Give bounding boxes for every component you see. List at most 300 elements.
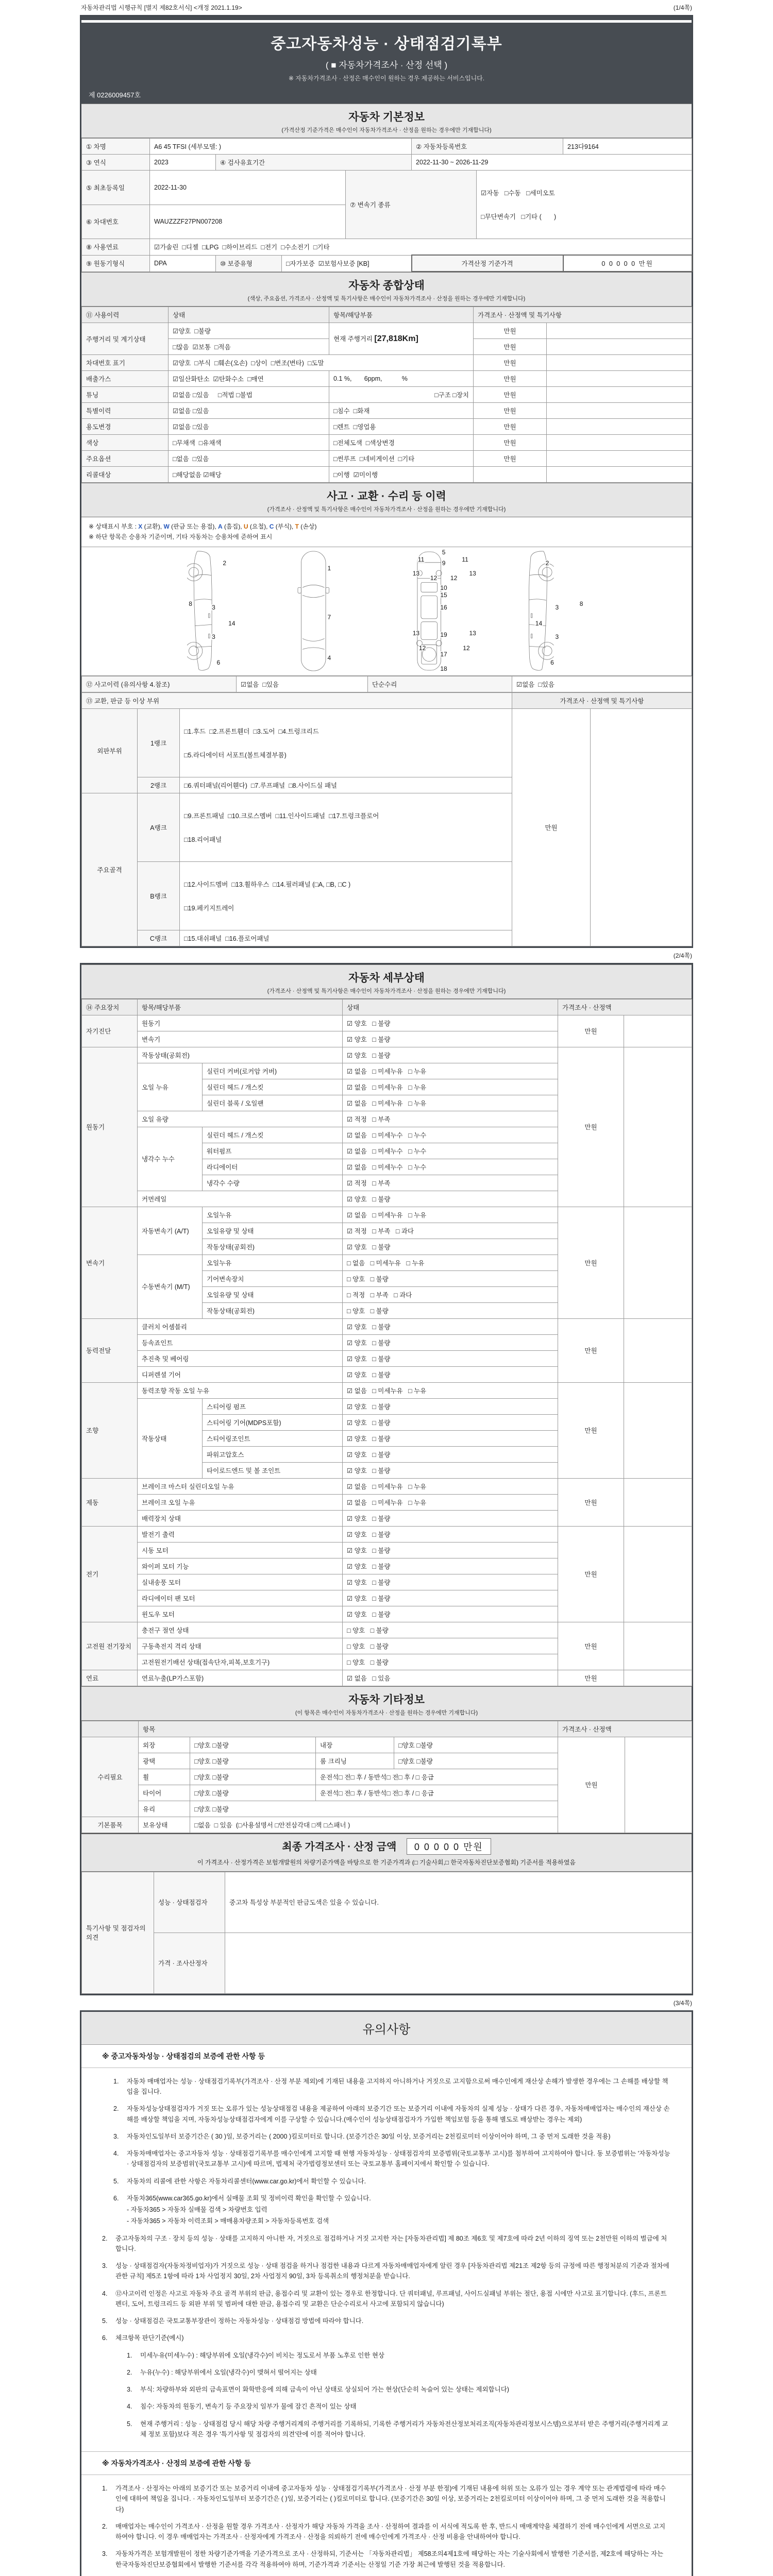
item-number: 5. bbox=[127, 2420, 132, 2428]
item: 시동 모터 bbox=[138, 1542, 343, 1558]
item-text: 자동차인도일부터 보증기간은 ( 30 )일, 보증거리는 ( 2000 )킬로미터로 합니다. (보증기간은 30일 이상, 보증거리는 2천킬로미터 이상이어야 하며, 그 중 먼저 도래한 것을 적용) bbox=[127, 2132, 611, 2140]
base-price-label: 가격산정 기준가격 bbox=[412, 255, 563, 272]
item-text: 침수: 자동차의 원동기, 변속기 등 주요장치 일부가 물에 잠긴 흔적이 있는 상태 bbox=[140, 2403, 357, 2411]
item: 원동기 bbox=[138, 1015, 343, 1031]
criteria-item bbox=[127, 2384, 671, 2395]
notice-item bbox=[102, 2521, 671, 2543]
row-label: 리콜대상 bbox=[82, 467, 169, 483]
rank1-items-line2: □5.라디에이터 서포트(볼트체결부품) bbox=[184, 751, 287, 759]
notice-warranty-list bbox=[113, 2076, 671, 2227]
state: ☑ 양호 □ 불량 bbox=[343, 1446, 558, 1462]
item-number: 4. bbox=[127, 2403, 132, 2411]
note bbox=[625, 1737, 692, 1833]
subgroup-at: 자동변속기 (A/T) bbox=[138, 1207, 203, 1255]
item: 동력조향 작동 오일 누유 bbox=[138, 1382, 343, 1398]
subgroup-mt: 수동변속기 (M/T) bbox=[138, 1255, 203, 1318]
subgroup-operation: 작동상태 bbox=[138, 1398, 203, 1478]
warranty-options: □자가보증 ☑보험사보증 [KB] bbox=[282, 255, 412, 272]
section-accident-subtitle: (가격조사 · 산정액 및 특기사항은 매수인이 자동차가격조사 · 산정을 원하는 경우에만 기재합니다) bbox=[267, 506, 506, 513]
section-detail-subtitle: (가격조사 · 산정액 및 특기사항은 매수인이 자동차가격조사 · 산정을 원하는 경우에만 기재합니다) bbox=[267, 988, 506, 994]
state: ☑ 양호 □ 불량 bbox=[343, 1350, 558, 1366]
row-note bbox=[547, 355, 692, 371]
car365-path-1: - 자동차365 > 자동차 실매물 검색 > 차량번호 입력 bbox=[127, 2206, 267, 2214]
accident-history-state: ☑없음 □있음 bbox=[237, 676, 368, 692]
title-banner bbox=[81, 23, 692, 88]
code-x-text: (교환), bbox=[142, 523, 164, 530]
row-state: ☑없음 □있음 bbox=[169, 403, 329, 419]
overall-row-options bbox=[82, 451, 692, 467]
item: 파워고압호스 bbox=[203, 1446, 343, 1462]
panel-number: 6 bbox=[216, 659, 221, 667]
state: ☑ 양호 □ 불량 bbox=[343, 1430, 558, 1446]
group-highvoltage: 고전원 전기장치 bbox=[82, 1622, 138, 1670]
item: 연료누출(LP가스포함) bbox=[138, 1670, 343, 1686]
panel-number: 12 bbox=[450, 574, 458, 582]
final-price-band bbox=[81, 1833, 692, 1872]
subgroup-coolant-leak: 냉각수 누수 bbox=[138, 1127, 203, 1191]
item: 추진축 및 베어링 bbox=[138, 1350, 343, 1366]
item-text: 성능 · 상태점검은 국토교통부장관이 정하는 자동차성능 · 상태점검 방법에 따라야 합니다. bbox=[115, 2317, 364, 2325]
state: ☑ 없음 □ 미세누유 □ 누유 bbox=[343, 1494, 558, 1510]
notice-item bbox=[113, 2193, 671, 2227]
overall-state-table bbox=[81, 307, 692, 483]
item-text: 자동차성능상태점검자가 거짓 또는 오류가 있는 성능상태점검 내용을 제공하여 아래의 보증기간 또는 보증거리 이내에 자동차의 실제 성능 · 상태가 다른 경우, 자동차매매업자는 매수인의 재산상 손해를 배상할 책임을 지며, 자동차성능상태점검자에게 이를 구상할 수 있습니다.(매수인이 성능상태점검자가 가입한 책임보험 등을 통해 별도로 배상받는 경우는 제외) bbox=[127, 2105, 670, 2123]
section-other-subtitle: (이 항목은 매수인이 자동차가격조사 · 산정을 원하는 경우에만 기재합니다) bbox=[295, 1709, 478, 1716]
panel-number: 11 bbox=[462, 556, 468, 564]
transmission-options-line1: ☑자동 □수동 □세미오토 bbox=[481, 190, 555, 197]
rankC-label: C랭크 bbox=[138, 930, 180, 946]
state: ☑ 없음 □ 있음 bbox=[343, 1670, 558, 1686]
row-item: □썬루프 □네비게이션 □기타 bbox=[329, 451, 474, 467]
form-reference: 자동차관리법 시행규칙 [별지 제82호서식] <개정 2021.1.19> bbox=[81, 4, 242, 11]
note bbox=[624, 1478, 692, 1526]
state: □양호 □불량 bbox=[394, 1737, 558, 1753]
price: 만원 bbox=[558, 1622, 624, 1670]
row-state: □없음 □있음 bbox=[169, 451, 329, 467]
price: 만원 bbox=[558, 1207, 624, 1318]
panel-number: 10 bbox=[440, 584, 447, 592]
state: ☑ 적정 □ 부족 bbox=[343, 1175, 558, 1191]
state: ☑ 양호 □ 불량 bbox=[343, 1334, 558, 1350]
item: 유리 bbox=[139, 1801, 190, 1817]
accident-notes bbox=[81, 517, 692, 547]
note bbox=[624, 1526, 692, 1622]
item: 실린더 커버(로커암 커버) bbox=[203, 1063, 343, 1079]
state: ☑ 양호 □ 불량 bbox=[343, 1318, 558, 1334]
item-number: 2. bbox=[102, 2234, 108, 2242]
item: 워터펌프 bbox=[203, 1143, 343, 1159]
transmission-options-line2: □무단변속기 □기타 ( ) bbox=[481, 213, 557, 221]
notice-item bbox=[113, 2148, 671, 2170]
rank1-items bbox=[180, 708, 512, 777]
rankA-items-line1: □9.프론트패널 □10.크로스멤버 □11.인사이드패널 □17.트렁크플로어 bbox=[184, 812, 379, 820]
rankB-items-line2: □19.페키지트레이 bbox=[184, 904, 234, 912]
detail-col-item: 항목/해당부품 bbox=[138, 999, 343, 1015]
row-item: □구조 □장치 bbox=[329, 387, 474, 403]
item-text: 가격조사 · 산정자는 아래의 보증기간 또는 보증거리 이내에 중고자동차 성능 · 상태점검기록부(가격조사 · 산정 부분 한정)에 기재된 내용에 허위 또는 오류가 있는 경우 계약 또는 관계법령에 따라 매수인에 대하여 책임을 집니다. · 자동차인도일부터 보증기간은 ( )일, 보증거리는 ( )킬로미터로 합니다. (보증기간은 30일 이상, 보증거리는 2천킬로미터 이상이어야 하며, 그 중 먼저 도래한 것을 적용합니다) bbox=[115, 2485, 666, 2513]
rank1-label: 1랭크 bbox=[138, 708, 180, 777]
row-label: 색상 bbox=[82, 435, 169, 451]
panel-number: 2 bbox=[545, 560, 549, 567]
final-price-note: 이 가격조사 · 산정가격은 보험개발원의 차량기준가액을 바탕으로 한 기준가격과 (□ 기술사회,□ 한국자동차진단보증협회) 기준서를 적용하였음 bbox=[197, 1858, 576, 1866]
item-number: 6. bbox=[102, 2334, 108, 2342]
row-item: □이행 ☑미이행 bbox=[329, 467, 474, 483]
item-number: 2. bbox=[113, 2105, 119, 2113]
item: 브레이크 마스터 실린더오일 누유 bbox=[138, 1478, 343, 1494]
group-fuel: 연료 bbox=[82, 1670, 138, 1686]
notice-sec1-header: ※ 중고자동차성능 · 상태점검의 보증에 관한 사항 등 bbox=[81, 2045, 692, 2068]
exchange-note bbox=[591, 708, 692, 946]
item-text: 자동차의 리콜에 관한 사항은 자동차리콜센터(www.car.go.kr)에서 확인할 수 있습니다. bbox=[127, 2177, 366, 2185]
item: 외장 bbox=[139, 1737, 190, 1753]
row-note bbox=[547, 419, 692, 435]
state: □양호 □불량 bbox=[190, 1785, 316, 1801]
state: □ 양호 □ 불량 bbox=[343, 1270, 558, 1286]
item-number: 3. bbox=[102, 2262, 108, 2270]
item: 와이퍼 모터 기능 bbox=[138, 1558, 343, 1574]
transmission-label: ⑦ 변속기 종류 bbox=[346, 171, 477, 239]
form-reference-row bbox=[80, 2, 693, 15]
state: ☑ 없음 □ 미세누수 □ 누수 bbox=[343, 1143, 558, 1159]
row-item: □침수 □화재 bbox=[329, 403, 474, 419]
page-marker-1: (1/4쪽) bbox=[673, 4, 692, 11]
outer-panel-label: 외판부위 bbox=[82, 708, 138, 793]
state: ☑ 양호 □ 불량 bbox=[343, 1526, 558, 1542]
item: 오일유량 및 상태 bbox=[203, 1286, 343, 1302]
item-text: 자동차매매업자는 중고자동차 성능 · 상태점검기록부를 매수인에게 고지할 때 현행 자동차성능 · 상태점검자의 보증범위(국토교통부 고시)를 첨부하여 고지하여야 합니다. 동 보증범위는 '자동차성능 · 상태점검자의 보증범위'(국토교통부 고시)에 따르며, 법제처 국가법령정보센터 또는 국토교통부 홈페이지에서 확인할 수 있습니다. bbox=[127, 2150, 670, 2168]
row-state: ☑없음 □있음 bbox=[169, 419, 329, 435]
state: ☑ 없음 □ 미세누유 □ 누유 bbox=[343, 1478, 558, 1494]
notice-item bbox=[102, 2261, 671, 2282]
car-view-top bbox=[297, 550, 365, 672]
state: ☑ 양호 □ 불량 bbox=[343, 1462, 558, 1478]
rankC-items: □15.대쉬패널 □16.플로어패널 bbox=[180, 930, 512, 946]
item-number: 2. bbox=[102, 2522, 108, 2530]
row-label: 배출가스 bbox=[82, 371, 169, 387]
base-price-value: 0 0 0 0 0 만원 bbox=[563, 255, 692, 272]
item-text: 현재 주행거리 : 성능 · 상태점검 당시 해당 차량 주행거리계의 주행거리를 기록하되, 기록한 주행거리가 자동차전산정보처리조직(자동차관리정보시스템)으로부터 받은 주행거리(주행거리계 교체 정보 포함)보다 적은 경우 '특기사항 및 점검자의 의견'란에 이를 적어야 합니다. bbox=[140, 2420, 668, 2438]
detail-col-price: 가격조사 · 산정액 bbox=[558, 999, 692, 1015]
criteria-item bbox=[127, 2401, 671, 2412]
state: ☑ 양호 □ 불량 bbox=[343, 1239, 558, 1255]
item: 실린더 헤드 / 개스킷 bbox=[203, 1079, 343, 1095]
code-w: W bbox=[163, 523, 170, 530]
notice-item bbox=[102, 2316, 671, 2326]
row-note bbox=[547, 467, 692, 483]
group-transmission: 변속기 bbox=[82, 1207, 138, 1318]
price: 만원 bbox=[558, 1382, 624, 1478]
section-basic-header bbox=[81, 104, 692, 138]
code-u-text: (요철), bbox=[248, 523, 270, 530]
state: □양호 □불량 bbox=[190, 1753, 316, 1769]
item-text: 자동차가격은 보험개발원이 정한 차량기준가액을 기준가격으로 조사 · 산정하되, 기준서는 「자동차관리법」 제58조의4제1호에 해당하는 자는 기술사회에서 발행한 기준서를, 제2호에 해당하는 자는 한국자동차진단보증협회에서 발행한 기준서를 각각 적용하여야 하며, 기준가격과 기준서는 산정일 기준 가장 최근에 발행된 것을 적용합니다. bbox=[115, 2550, 664, 2568]
item-number: 1. bbox=[102, 2485, 108, 2493]
item: 실내송풍 모터 bbox=[138, 1574, 343, 1590]
detail-col-device: ⑭ 주요장치 bbox=[82, 999, 138, 1015]
state: ☑ 양호 □ 불량 bbox=[343, 1366, 558, 1382]
notice-item bbox=[102, 2289, 671, 2310]
row-state: ☑양호 □부식 □훼손(오손) □상이 □변조(변타) □도말 bbox=[169, 355, 474, 371]
section-accident-title: 사고 · 교환 · 수리 등 이력 bbox=[327, 490, 446, 502]
panel-number: 4 bbox=[327, 654, 331, 662]
item: 고전원전기배선 상태(접속단자,피복,보호기구) bbox=[138, 1654, 343, 1670]
simple-repair-state: ☑없음 □있음 bbox=[512, 676, 692, 692]
state: ☑ 없음 □ 미세누수 □ 누수 bbox=[343, 1127, 558, 1143]
notice-sec2-header: ※ 자동차가격조사 · 산정의 보증에 관한 사항 등 bbox=[81, 2451, 692, 2475]
row-item: □전체도색 □색상변경 bbox=[329, 435, 474, 451]
mileage-price-1: 만원 bbox=[474, 323, 547, 339]
row-price: 만원 bbox=[474, 435, 547, 451]
document-sheet bbox=[80, 0, 693, 2576]
notice-sec2-body bbox=[81, 2475, 692, 2576]
panel-number: 14 bbox=[535, 620, 543, 628]
row-price: 만원 bbox=[474, 419, 547, 435]
row-note bbox=[547, 435, 692, 451]
item-text: 매매업자는 매수인이 가격조사 · 산정을 원할 경우 가격조사 · 산정자가 해당 자동차 가격을 조사 · 산정하여 결과를 이 서식에 적도록 한 후, 반드시 매매계약을 체결하기 전에 매수인에게 서면으로 고지하여야 합니다. 이 경우 매매업자는 가격조사 · 산정자에게 가격조사 · 산정을 의뢰하기 전에 매수인에게 가격조사 · 산정 비용을 안내하여야 합니다. bbox=[115, 2522, 666, 2541]
exchange-section-label: ⑬ 교환, 판금 등 이상 부위 bbox=[82, 692, 512, 708]
state: ☑ 없음 □ 미세누유 □ 누유 bbox=[343, 1079, 558, 1095]
row-price bbox=[474, 467, 547, 483]
overall-row-vin bbox=[82, 355, 692, 371]
section-overall-subtitle: (색상, 주요옵션, 가격조사 · 산정액 및 특기사항은 매수인이 자동차가격조사 · 산정을 원하는 경우에만 기재합니다) bbox=[247, 296, 526, 302]
engine-type-value: DPA bbox=[150, 255, 216, 272]
item: 오일유량 및 상태 bbox=[203, 1223, 343, 1239]
accident-history-table bbox=[81, 676, 692, 692]
item: 등속죠인트 bbox=[138, 1334, 343, 1350]
panel-number: 12 bbox=[430, 574, 438, 582]
row-price: 만원 bbox=[474, 371, 547, 387]
car-view-right-side bbox=[526, 550, 586, 672]
row-label: 주요옵션 bbox=[82, 451, 169, 467]
row-label: 차대번호 표기 bbox=[82, 355, 169, 371]
item-number: 6. bbox=[113, 2194, 119, 2202]
state: ☑ 적정 □ 부족 bbox=[343, 1111, 558, 1127]
warranty-label: ⑩ 보증유형 bbox=[216, 255, 282, 272]
appraiser-note bbox=[225, 1933, 692, 1993]
item-number: 3. bbox=[127, 2386, 132, 2394]
item: 충전구 절연 상태 bbox=[138, 1622, 343, 1638]
notice-appraisal-list bbox=[102, 2483, 671, 2576]
opinion-table bbox=[81, 1872, 692, 1994]
vin-label: ⑥ 차대번호 bbox=[82, 205, 150, 239]
overall-row-special bbox=[82, 403, 692, 419]
mileage-note-2 bbox=[547, 339, 692, 355]
banner-top-bar bbox=[81, 16, 692, 20]
code-u: U bbox=[243, 523, 248, 530]
section-other-title: 자동차 기타정보 bbox=[348, 1693, 425, 1706]
item-number: 2. bbox=[127, 2368, 132, 2376]
item: 브레이크 오일 누유 bbox=[138, 1494, 343, 1510]
accident-history-label: ⑫ 사고이력 (유의사항 4.참조) bbox=[82, 676, 237, 692]
panel-number: 3 bbox=[212, 604, 215, 612]
panel-number: 17 bbox=[440, 650, 447, 658]
price: 만원 bbox=[558, 1047, 624, 1207]
criteria-item bbox=[127, 2367, 671, 2378]
overall-col-state: 상태 bbox=[169, 307, 329, 323]
note bbox=[624, 1382, 692, 1478]
opinion-label: 특기사항 및 점검자의 의견 bbox=[82, 1872, 154, 1993]
price: 만원 bbox=[558, 1670, 624, 1686]
mileage-state-2: □많음 ☑보통 □적음 bbox=[169, 339, 329, 355]
appraiser-label: 가격 · 조사산정자 bbox=[154, 1933, 225, 1993]
item: 실린더 헤드 / 개스킷 bbox=[203, 1127, 343, 1143]
item: 작동상태(공회전) bbox=[203, 1239, 343, 1255]
criteria-item bbox=[127, 2350, 671, 2361]
page-marker-2: (2/4쪽) bbox=[673, 952, 692, 959]
reg-no-value: 213다9164 bbox=[563, 139, 692, 155]
section-other-header bbox=[81, 1686, 692, 1721]
panel-number: 13 bbox=[412, 569, 420, 577]
rankA-label: A랭크 bbox=[138, 793, 180, 861]
state: ☑ 양호 □ 불량 bbox=[343, 1015, 558, 1031]
item: 배력장치 상태 bbox=[138, 1510, 343, 1526]
item-text: 체크항목 판단기준(예시) bbox=[115, 2334, 184, 2342]
group-selfdiag: 자기진단 bbox=[82, 1015, 138, 1047]
item: 냉각수 수량 bbox=[203, 1175, 343, 1191]
inspector-note: 중고차 특성상 부분적인 판금도색은 있을 수 있습니다. bbox=[225, 1872, 692, 1933]
overall-col-usage: ⑪ 사용이력 bbox=[82, 307, 169, 323]
item: 작동상태(공회전) bbox=[138, 1047, 343, 1063]
mileage-value: [27,818Km] bbox=[374, 334, 418, 343]
notice-item bbox=[102, 2333, 671, 2343]
car-right-outline-graphic bbox=[526, 550, 554, 672]
group-powertrain: 동력전달 bbox=[82, 1318, 138, 1382]
item: 디퍼렌셜 기어 bbox=[138, 1366, 343, 1382]
tire-positions: 운전석□ 전□ 후 / 동반석□ 전□ 후 / □ 응급 bbox=[316, 1785, 558, 1801]
row-label: 용도변경 bbox=[82, 419, 169, 435]
section-detail-header bbox=[81, 964, 692, 999]
basic-info-table bbox=[81, 138, 693, 272]
section-detail-title: 자동차 세부상태 bbox=[348, 972, 425, 984]
state: □양호 □불량 bbox=[190, 1801, 558, 1817]
car365-path-2: - 자동차365 > 자동차 이력조회 > 매매용차량조회 > 자동차등록번호 검색 bbox=[127, 2217, 329, 2225]
item-number: 4. bbox=[113, 2150, 119, 2158]
row-item: □렌트 □영업용 bbox=[329, 419, 474, 435]
document-subtitle: ( ■ 자동차가격조사 · 산정 선택 ) bbox=[325, 60, 448, 70]
group-engine: 원동기 bbox=[82, 1047, 138, 1207]
item: 스티어링 기어(MDPS포함) bbox=[203, 1414, 343, 1430]
first-reg-label: ⑤ 최초등록일 bbox=[82, 171, 150, 205]
inspection-period-label: ④ 검사유효기간 bbox=[216, 155, 412, 171]
panel-number: 8 bbox=[189, 600, 192, 607]
vehicle-standard-note: ※ 하단 항목은 승용차 기준이며, 기타 자동차는 승용차에 준하여 표시 bbox=[89, 533, 273, 541]
notice-item bbox=[102, 2549, 671, 2570]
mileage-note-1 bbox=[547, 323, 692, 339]
item: 라디에이터 bbox=[203, 1159, 343, 1175]
panel-number: 13 bbox=[469, 569, 476, 577]
item-text: 누유(누수) : 해당부위에서 오일(냉각수)이 맺혀서 떨어지는 상태 bbox=[140, 2368, 317, 2376]
document-note: ※ 자동차가격조사 · 산정은 매수인이 원하는 경우 제공하는 서비스입니다. bbox=[288, 75, 485, 82]
notice-item bbox=[102, 2233, 671, 2255]
state: □양호 □불량 bbox=[394, 1753, 558, 1769]
code-c-text: (부식), bbox=[274, 523, 295, 530]
code-w-text: (판금 또는 용접), bbox=[169, 523, 219, 530]
mileage-state-1: ☑양호 □불량 bbox=[169, 323, 329, 339]
item-number: 5. bbox=[102, 2317, 108, 2325]
item: 작동상태(공회전) bbox=[203, 1302, 343, 1318]
panel-number: 13 bbox=[412, 630, 420, 637]
panel-number: 12 bbox=[463, 644, 470, 652]
code-x: X bbox=[138, 523, 143, 530]
panel-number: 13 bbox=[469, 630, 476, 637]
other-col-price: 가격조사 · 산정액 bbox=[558, 1721, 692, 1737]
row-label: 특별이력 bbox=[82, 403, 169, 419]
page3-frame bbox=[80, 2010, 693, 2576]
other-col-blank bbox=[82, 1721, 139, 1737]
item: 발전기 출력 bbox=[138, 1526, 343, 1542]
final-price-label: 최종 가격조사 · 산정 금액 bbox=[282, 1841, 397, 1853]
panel-number: 6 bbox=[550, 659, 554, 667]
car-damage-diagram bbox=[81, 547, 692, 676]
row-note bbox=[547, 371, 692, 387]
overall-row-usage-change bbox=[82, 419, 692, 435]
group-electric: 전기 bbox=[82, 1526, 138, 1622]
car-top-outline-graphic bbox=[297, 550, 330, 672]
row-price: 만원 bbox=[474, 451, 547, 467]
other-col-item: 항목 bbox=[139, 1721, 558, 1737]
frame-panel-label: 주요골격 bbox=[82, 793, 138, 946]
notice-item bbox=[113, 2104, 671, 2125]
item-number: 1. bbox=[113, 2077, 119, 2085]
item-number: 5. bbox=[113, 2177, 119, 2185]
item: 오일누유 bbox=[203, 1207, 343, 1223]
panel-number: 19 bbox=[440, 631, 447, 638]
item: 커먼레일 bbox=[138, 1191, 343, 1207]
year-value: 2023 bbox=[150, 155, 216, 171]
holding-label: 보유상태 bbox=[139, 1817, 190, 1833]
item: 구동축전지 격리 상태 bbox=[138, 1638, 343, 1654]
item-text: 중고자동차의 구조 · 장치 등의 성능 · 상태를 고지하지 아니한 자, 거짓으로 점검하거나 거짓 고지한 자는 [자동차관리법] 제 80조 제6호 및 제7호에 따라 2년 이하의 징역 또는 2천만원 이하의 벌금에 처합니다. bbox=[115, 2234, 667, 2252]
state: ☑ 양호 □ 불량 bbox=[343, 1047, 558, 1063]
item: 변속기 bbox=[138, 1031, 343, 1047]
overall-col-price: 가격조사 · 산정액 및 특기사항 bbox=[474, 307, 692, 323]
state: □ 적정 □ 부족 □ 과다 bbox=[343, 1286, 558, 1302]
item-text bbox=[127, 2193, 671, 2227]
item: 타이어 bbox=[139, 1785, 190, 1801]
row-price: 만원 bbox=[474, 355, 547, 371]
inspector-label: 성능 · 상태점검자 bbox=[154, 1872, 225, 1933]
panel-number: 8 bbox=[579, 600, 583, 607]
code-note-head: ※ 상태표시 부호 : bbox=[89, 523, 139, 530]
criteria-item bbox=[127, 2419, 671, 2440]
overall-row-recall bbox=[82, 467, 692, 483]
page-marker-3: (3/4쪽) bbox=[673, 1999, 692, 2007]
panel-number: 3 bbox=[212, 633, 215, 641]
item-text: 부식: 차량하부와 외판의 금속표면이 화학반응에 의해 금속이 아닌 상태로 상실되어 가는 현상(단순히 녹슬어 있는 상태는 제외합니다) bbox=[140, 2386, 509, 2394]
state: ☑ 양호 □ 불량 bbox=[343, 1574, 558, 1590]
overall-col-item: 항목/해당부품 bbox=[329, 307, 474, 323]
car-view-left-side bbox=[187, 550, 248, 672]
overall-row-tuning bbox=[82, 387, 692, 403]
item-number: 1. bbox=[127, 2351, 132, 2359]
state: ☑ 양호 □ 불량 bbox=[343, 1590, 558, 1606]
item: 휠 bbox=[139, 1769, 190, 1785]
state: □ 양호 □ 불량 bbox=[343, 1654, 558, 1670]
state: ☑ 양호 □ 불량 bbox=[343, 1606, 558, 1622]
rank2-items: □6.쿼터패널(리어휀다) □7.루프패널 □8.사이드실 패널 bbox=[180, 777, 512, 793]
holding-state: □없음 □ 있음 (□사용설명서 □안전삼각대 □잭 □스패너 ) bbox=[190, 1817, 558, 1833]
exchange-panel-table bbox=[81, 692, 692, 946]
panel-number: 14 bbox=[228, 620, 236, 628]
state: ☑ 없음 □ 미세누유 □ 누유 bbox=[343, 1382, 558, 1398]
vin-value: WAUZZZF27PN007208 bbox=[150, 205, 346, 239]
code-c: C bbox=[269, 523, 274, 530]
page1-frame bbox=[80, 15, 693, 948]
item: 라디에이터 팬 모터 bbox=[138, 1590, 343, 1606]
notice-item bbox=[102, 2483, 671, 2515]
panel-number: 7 bbox=[327, 614, 331, 621]
mileage-label: 주행거리 및 계기상태 bbox=[82, 323, 169, 355]
